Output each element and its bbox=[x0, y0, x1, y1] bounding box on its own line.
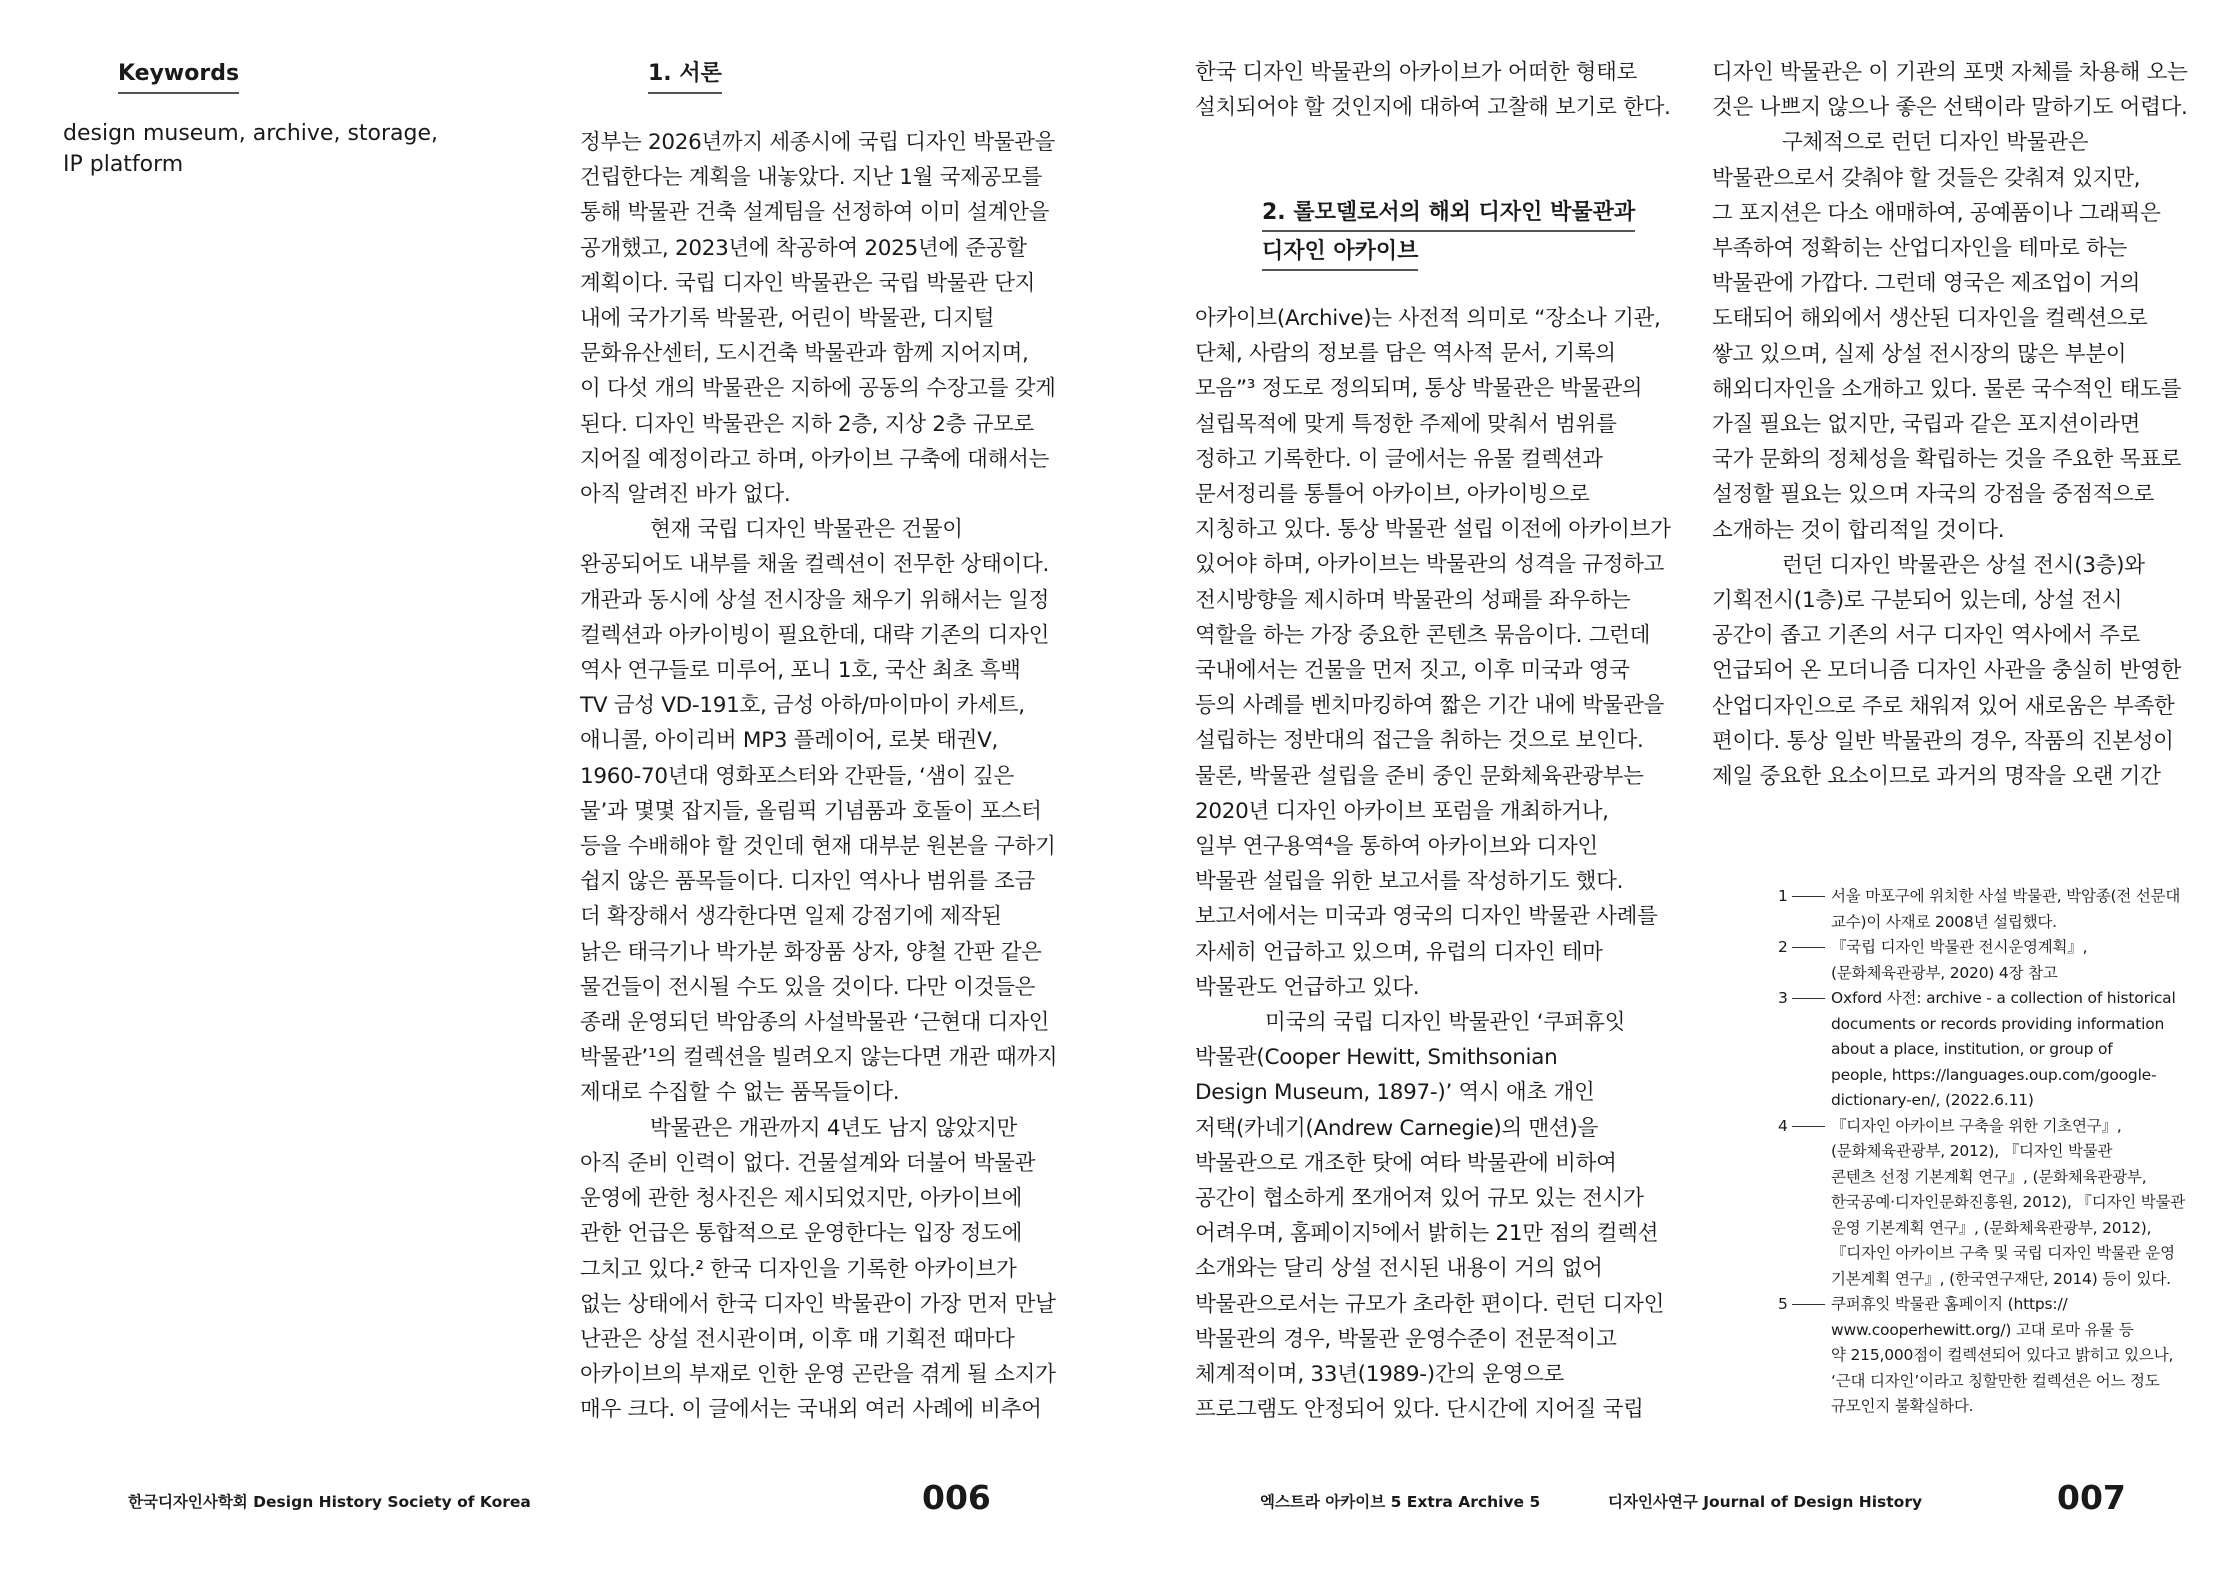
column-1-body bbox=[580, 125, 1080, 1428]
text-line: 소개와는 달리 상설 전시된 내용이 거의 없어 bbox=[1195, 1256, 1603, 1282]
text-line: 역할을 하는 가장 중요한 콘텐츠 묶음이다. 그런데 bbox=[1195, 622, 1651, 648]
text-line: 2020년 디자인 아카이브 포럼을 개최하거나, bbox=[1195, 798, 1609, 824]
text-line: 박물관 설립을 위한 보고서를 작성하기도 했다. bbox=[1195, 869, 1624, 895]
text-line: 박물관에 가깝다. 그런데 영국은 제조업이 거의 bbox=[1712, 271, 2141, 297]
footnote-dash bbox=[1792, 998, 1825, 999]
text-line: 아직 알려진 바가 없다. bbox=[580, 482, 791, 508]
keywords-line: design museum, archive, storage, bbox=[63, 121, 439, 146]
text-line: 언급되어 온 모더니즘 디자인 사관을 충실히 반영한 bbox=[1712, 658, 2182, 684]
text-line: 물’과 몇몇 잡지들, 올림픽 기념품과 호돌이 포스터 bbox=[580, 798, 1042, 824]
text-line: 문화유산센터, 도시건축 박물관과 함께 지어지며, bbox=[580, 341, 1029, 367]
page-number-left: 006 bbox=[922, 1478, 991, 1517]
footnote bbox=[1778, 884, 2198, 935]
text-line: 이 다섯 개의 박물관은 지하에 공동의 수장고를 갖게 bbox=[580, 376, 1056, 402]
text-line: 산업디자인으로 주로 채워져 있어 새로움은 부족한 bbox=[1712, 693, 2175, 719]
keywords-line: IP platform bbox=[63, 152, 184, 177]
text-line: 박물관은 개관까지 4년도 남지 않았지만 bbox=[650, 1115, 1018, 1141]
text-line: 부족하여 정확히는 산업디자인을 테마로 하는 bbox=[1712, 236, 2128, 262]
section-1-title: 1. 서론 bbox=[648, 58, 722, 94]
text-line: 해외디자인을 소개하고 있다. 물론 국수적인 태도를 bbox=[1712, 376, 2182, 402]
column-3-body bbox=[1195, 301, 1695, 1428]
text-line: 계획이다. 국립 디자인 박물관은 국립 박물관 단지 bbox=[580, 270, 1036, 296]
text-line: 쉽지 않은 품목들이다. 디자인 역사나 범위를 조금 bbox=[580, 869, 1036, 895]
footnote-line: about a place, institution, or group of bbox=[1831, 1040, 2113, 1058]
footnote-line: www.cooperhewitt.org/) 고대 로마 유물 등 bbox=[1831, 1320, 2134, 1339]
text-line: 미국의 국립 디자인 박물관인 ‘쿠퍼휴잇 bbox=[1265, 1010, 1626, 1036]
text-line: 등을 수배해야 할 것인데 현재 대부분 원본을 구하기 bbox=[580, 834, 1056, 860]
text-line: 역사 연구들로 미루어, 포니 1호, 국산 최초 흑백 bbox=[580, 658, 1021, 684]
text-line: 있어야 하며, 아카이브는 박물관의 성격을 규정하고 bbox=[1195, 552, 1665, 578]
text-line: 박물관도 언급하고 있다. bbox=[1195, 974, 1420, 1000]
text-line: 정부는 2026년까지 세종시에 국립 디자인 박물관을 bbox=[580, 130, 1056, 155]
text-line: 박물관으로서 갖춰야 할 것들은 갖춰져 있지만, bbox=[1712, 165, 2141, 191]
text-line: 것은 나쁘지 않으나 좋은 선택이라 말하기도 어렵다. bbox=[1712, 95, 2188, 121]
footnote-line: 콘텐츠 선정 기본계획 연구』, (문화체육관광부, bbox=[1831, 1167, 2147, 1186]
footnote-line: ‘근대 디자인’이라고 칭할만한 컬렉션은 어느 정도 bbox=[1831, 1371, 2160, 1390]
text-line: 난관은 상설 전시관이며, 이후 매 기획전 때마다 bbox=[580, 1326, 1015, 1352]
footnote-line: 기본계획 연구』, (한국연구재단, 2014) 등이 있다. bbox=[1831, 1269, 2171, 1288]
footnote-line: Oxford 사전: archive - a collection of historical bbox=[1831, 989, 2176, 1007]
footnote-line: 한국공예·디자인문화진흥원, 2012), 『디자인 박물관 bbox=[1831, 1193, 2186, 1211]
text-line: 설립목적에 맞게 특정한 주제에 맞춰서 범위를 bbox=[1195, 411, 1617, 437]
footnote-number: 3 bbox=[1778, 989, 1788, 1007]
text-line: 현재 국립 디자인 박물관은 건물이 bbox=[650, 517, 963, 543]
text-line: 개관과 동시에 상설 전시장을 채우기 위해서는 일정 bbox=[580, 587, 1050, 613]
text-line: 국내에서는 건물을 먼저 짓고, 이후 미국과 영국 bbox=[1195, 658, 1630, 684]
text-line: 된다. 디자인 박물관은 지하 2층, 지상 2층 규모로 bbox=[580, 411, 1035, 437]
text-line: 지칭하고 있다. 통상 박물관 설립 이전에 아카이브가 bbox=[1195, 517, 1671, 543]
text-line: 건립한다는 계획을 내놓았다. 지난 1월 국제공모를 bbox=[580, 165, 1042, 191]
text-line: 물론, 박물관 설립을 준비 중인 문화체육관광부는 bbox=[1195, 763, 1644, 789]
text-line: 종래 운영되던 박암종의 사설박물관 ‘근현대 디자인 bbox=[580, 1010, 1050, 1036]
text-line: 물건들이 전시될 수도 있을 것이다. 다만 이것들은 bbox=[580, 974, 1036, 1000]
footnote bbox=[1778, 1292, 2198, 1420]
text-line: 그 포지션은 다소 애매하여, 공예품이나 그래픽은 bbox=[1712, 200, 2161, 226]
text-line: 모음”³ 정도로 정의되며, 통상 박물관은 박물관의 bbox=[1195, 376, 1643, 402]
footnote bbox=[1778, 935, 2198, 986]
section-2-title-line: 디자인 아카이브 bbox=[1262, 234, 1418, 271]
text-line: 일부 연구용역⁴을 통하여 아카이브와 디자인 bbox=[1195, 834, 1598, 860]
footnote-line: documents or records providing information bbox=[1831, 1014, 2165, 1033]
text-line: 체계적이며, 33년(1989-)간의 운영으로 bbox=[1195, 1362, 1565, 1388]
footnote bbox=[1778, 1114, 2198, 1293]
text-line: Design Museum, 1897-)’ 역시 애초 개인 bbox=[1195, 1080, 1595, 1106]
text-line: 프로그램도 안정되어 있다. 단시간에 지어질 국립 bbox=[1195, 1397, 1644, 1423]
footnote-line: people, https://languages.oup.com/google- bbox=[1831, 1065, 2157, 1084]
text-line: 자세히 언급하고 있으며, 유럽의 디자인 테마 bbox=[1195, 939, 1603, 965]
text-line: 문서정리를 통틀어 아카이브, 아카이빙으로 bbox=[1195, 482, 1590, 508]
footnote-line: 쿠퍼휴잇 박물관 홈페이지 (https:// bbox=[1831, 1295, 2068, 1313]
footnote-number: 4 bbox=[1778, 1116, 1788, 1135]
text-line: 그치고 있다.² 한국 디자인을 기록한 아카이브가 bbox=[580, 1256, 1017, 1282]
footnote-line: 서울 마포구에 위치한 사설 박물관, 박암종(전 선문대 bbox=[1831, 887, 2181, 905]
text-line: 쌓고 있으며, 실제 상설 전시장의 많은 부분이 bbox=[1712, 341, 2127, 367]
text-line: 통해 박물관 건축 설계팀을 선정하여 이미 설계안을 bbox=[580, 200, 1050, 226]
footnote-number: 2 bbox=[1778, 938, 1788, 956]
text-line: 설립하는 정반대의 접근을 취하는 것으로 보인다. bbox=[1195, 728, 1644, 754]
text-line: 애니콜, 아이리버 MP3 플레이어, 로봇 태권V, bbox=[580, 728, 999, 754]
text-line: 설치되어야 할 것인지에 대하여 고찰해 보기로 한다. bbox=[1195, 95, 1671, 121]
text-line: 완공되어도 내부를 채울 컬렉션이 전무한 상태이다. bbox=[580, 552, 1050, 578]
text-line: 운영에 관한 청사진은 제시되었지만, 아카이브에 bbox=[580, 1186, 1023, 1212]
text-line: 더 확장해서 생각한다면 일제 강점기에 제작된 bbox=[580, 904, 1002, 930]
text-line: 내에 국가기록 박물관, 어린이 박물관, 디지털 bbox=[580, 306, 995, 332]
text-line: 도태되어 해외에서 생산된 디자인을 컬렉션으로 bbox=[1712, 306, 2148, 332]
column-4-body bbox=[1712, 55, 2222, 794]
footnote-number: 1 bbox=[1778, 887, 1788, 905]
footnote-line: 규모인지 불확실하다. bbox=[1831, 1397, 1974, 1415]
text-line: 소개하는 것이 합리적일 것이다. bbox=[1712, 517, 2005, 543]
text-line: 지어질 예정이라고 하며, 아카이브 구축에 대해서는 bbox=[580, 446, 1050, 472]
text-line: 컬렉션과 아카이빙이 필요한데, 대략 기존의 디자인 bbox=[580, 622, 1050, 648]
text-line: 매우 크다. 이 글에서는 국내외 여러 사례에 비추어 bbox=[580, 1397, 1042, 1423]
text-line: 국가 문화의 정체성을 확립하는 것을 주요한 목표로 bbox=[1712, 447, 2182, 473]
text-line: 박물관으로 개조한 탓에 여타 박물관에 비하여 bbox=[1195, 1150, 1617, 1176]
footnote bbox=[1778, 986, 2198, 1114]
section-2-title bbox=[1262, 195, 1635, 273]
text-line: 정하고 기록한다. 이 글에서는 유물 컬렉션과 bbox=[1195, 446, 1603, 472]
footnotes bbox=[1778, 884, 2198, 1420]
footnote-line: 약 215,000점이 컬렉션되어 있다고 밝히고 있으나, bbox=[1831, 1346, 2174, 1364]
footnote-number: 5 bbox=[1778, 1295, 1788, 1313]
text-line: 구체적으로 런던 디자인 박물관은 bbox=[1782, 130, 2089, 156]
text-line: 가질 필요는 없지만, 국립과 같은 포지션이라면 bbox=[1712, 412, 2141, 438]
text-line: 공개했고, 2023년에 착공하여 2025년에 준공할 bbox=[580, 235, 1027, 261]
footer-journal: 디자인사연구 Journal of Design History bbox=[1608, 1493, 1923, 1511]
footnote-line: dictionary-en/, (2022.6.11) bbox=[1831, 1091, 2034, 1109]
text-line: 등의 사례를 벤치마킹하여 짧은 기간 내에 박물관을 bbox=[1195, 693, 1665, 719]
footnote-line: (문화체육관광부, 2012), 『디자인 박물관 bbox=[1831, 1142, 2113, 1160]
text-line: 공간이 협소하게 쪼개어져 있어 규모 있는 전시가 bbox=[1195, 1186, 1644, 1212]
text-line: 한국 디자인 박물관의 아카이브가 어떠한 형태로 bbox=[1195, 60, 1638, 85]
footnote-dash bbox=[1792, 1304, 1825, 1305]
text-line: 제대로 수집할 수 없는 품목들이다. bbox=[580, 1080, 900, 1106]
section-2-title-line: 2. 롤모델로서의 해외 디자인 박물관과 bbox=[1262, 195, 1635, 232]
text-line: 설정할 필요는 있으며 자국의 강점을 중점적으로 bbox=[1712, 482, 2155, 508]
keywords-list bbox=[63, 118, 438, 180]
text-line: 낡은 태극기나 박가분 화장품 상자, 양철 간판 같은 bbox=[580, 939, 1042, 965]
text-line: 저택(카네기(Andrew Carnegie)의 맨션)을 bbox=[1195, 1115, 1598, 1141]
text-line: 박물관(Cooper Hewitt, Smithsonian bbox=[1195, 1045, 1558, 1071]
text-line: TV 금성 VD-191호, 금성 아하/마이마이 카세트, bbox=[580, 693, 1025, 719]
text-line: 박물관’¹의 컬렉션을 빌려오지 않는다면 개관 때까지 bbox=[580, 1045, 1058, 1071]
text-line: 디자인 박물관은 이 기관의 포맷 자체를 차용해 오는 bbox=[1712, 60, 2188, 85]
footer-issue: 엑스트라 아카이브 5 Extra Archive 5 bbox=[1260, 1493, 1541, 1511]
text-line: 아카이브의 부재로 인한 운영 곤란을 겪게 될 소지가 bbox=[580, 1362, 1056, 1388]
text-line: 어려우며, 홈페이지⁵에서 밝히는 21만 점의 컬렉션 bbox=[1195, 1221, 1659, 1247]
text-line: 전시방향을 제시하며 박물관의 성패를 좌우하는 bbox=[1195, 587, 1631, 613]
footnote-dash bbox=[1792, 947, 1825, 948]
footnote-line: 운영 기본계획 연구』, (문화체육관광부, 2012), bbox=[1831, 1218, 2152, 1237]
text-line: 박물관으로서는 규모가 초라한 편이다. 런던 디자인 bbox=[1195, 1291, 1665, 1317]
footnote-line: 『국립 디자인 박물관 전시운영계획』, bbox=[1831, 938, 2088, 956]
text-line: 1960-70년대 영화포스터와 간판들, ‘샘이 깊은 bbox=[580, 763, 1014, 789]
column-3-intro bbox=[1195, 55, 1695, 125]
text-line: 기획전시(1층)로 구분되어 있는데, 상설 전시 bbox=[1712, 588, 2123, 614]
footnote-dash bbox=[1792, 1126, 1825, 1127]
footnote-dash bbox=[1792, 896, 1825, 897]
text-line: 런던 디자인 박물관은 상설 전시(3층)와 bbox=[1782, 552, 2145, 578]
text-line: 아카이브(Archive)는 사전적 의미로 “장소나 기관, bbox=[1195, 306, 1661, 331]
text-line: 아직 준비 인력이 없다. 건물설계와 더불어 박물관 bbox=[580, 1150, 1036, 1176]
text-line: 제일 중요한 요소이므로 과거의 명작을 오랜 기간 bbox=[1712, 764, 2161, 790]
text-line: 관한 언급은 통합적으로 운영한다는 입장 정도에 bbox=[580, 1221, 1023, 1247]
page-number-right: 007 bbox=[2057, 1478, 2126, 1517]
text-line: 보고서에서는 미국과 영국의 디자인 박물관 사례를 bbox=[1195, 904, 1658, 930]
text-line: 공간이 좁고 기존의 서구 디자인 역사에서 주로 bbox=[1712, 623, 2141, 649]
footer-society: 한국디자인사학회 Design History Society of Korea bbox=[128, 1493, 531, 1511]
text-line: 편이다. 통상 일반 박물관의 경우, 작품의 진본성이 bbox=[1712, 728, 2174, 754]
footnote-line: (문화체육관광부, 2020) 4장 참고 bbox=[1831, 963, 2058, 982]
footnote-line: 교수)이 사재로 2008년 설립했다. bbox=[1831, 912, 2057, 931]
text-line: 단체, 사람의 정보를 담은 역사적 문서, 기록의 bbox=[1195, 341, 1616, 367]
text-line: 없는 상태에서 한국 디자인 박물관이 가장 먼저 만날 bbox=[580, 1291, 1056, 1317]
text-line: 박물관의 경우, 박물관 운영수준이 전문적이고 bbox=[1195, 1326, 1617, 1352]
footnote-line: 『디자인 아카이브 구축 및 국립 디자인 박물관 운영 bbox=[1831, 1244, 2175, 1262]
footnote-line: 『디자인 아카이브 구축을 위한 기초연구』, bbox=[1831, 1116, 2122, 1135]
keywords-heading: Keywords bbox=[118, 58, 239, 94]
